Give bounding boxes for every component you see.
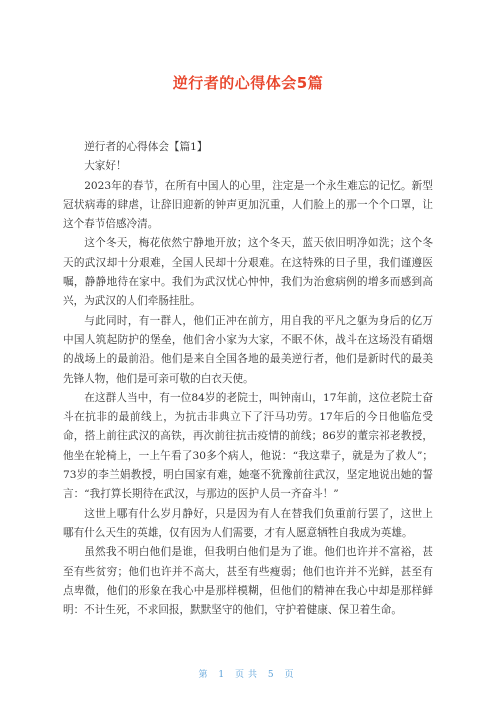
document-title: 逆行者的心得体会5篇 — [172, 74, 324, 92]
paragraph: 大家好！ — [84, 160, 127, 173]
paragraph: 在这群人当中，有一位84岁的老院士，叫钟南山，17年前，这位老院士奋斗在抗非的最前线上，为抗击非典立下了汗马功劳。17年后的今日他临危受命，搭上前往武汉的高铁，再次前往抗击疫情的前线；86岁的董宗祁老教授，他坐在轮椅上，一上午看了30多个病人，他说：“我这辈子，就是为了救人”；73岁的李兰娟教授，明白国家有难，她毫不犹豫前往武汉，坚定地说出她的誓言：“我打算长期待在武汉，与那边的医护人员一齐奋斗！” — [63, 391, 433, 501]
page-footer: 第 1 页共 5 页 — [198, 670, 298, 680]
paragraph: 与此同时，有一群人，他们正冲在前方，用自我的平凡之躯为身后的亿万中国人筑起防护的堡垒，他们舍小家为大家，不眠不休，战斗在这场没有硝烟的战场上的最前沿。他们是来自全国各地的最美逆行者，他们是新时代的最美先锋人物，他们是可亲可敬的白衣天使。 — [63, 314, 433, 385]
paragraph: 2023年的春节，在所有中国人的心里，注定是一个永生难忘的记忆。新型冠状病毒的肆虐，让辞旧迎新的钟声更加沉重，人们脸上的那一个个口罩，让这个春节倍感冷清。 — [63, 179, 433, 231]
document-body — [63, 138, 433, 620]
paragraph: 这世上哪有什么岁月静好，只是因为有人在替我们负重前行罢了，这世上哪有什么天生的英雄，仅有因为人们需要，才有人愿意牺牲自我成为英雄。 — [63, 507, 433, 539]
paragraph: 这个冬天，梅花依然宁静地开放；这个冬天，蓝天依旧明净如洗；这个冬天的武汉却十分艰难，全国人民却十分艰难。在这特殊的日子里，我们谨遵医嘱，静静地待在家中。我们为武汉忧心忡忡，我们为治愈病例的增多而感到高兴，为武汉的人们牵肠挂肚。 — [63, 237, 433, 308]
paragraph: 虽然我不明白他们是谁，但我明白他们是为了谁。他们也许并不富裕，甚至有些贫穷；他们也许并不高大，甚至有些瘦弱；他们也许并不光鲜，甚至有点卑微，他们的形象在我心中是那样模糊，但他们的精神在我心中却是那样鲜明：不计生死，不求回报，默默坚守的他们，守护着健康、保卫着生命。 — [63, 546, 433, 617]
section-heading: 逆行者的心得体会【篇1】 — [84, 141, 208, 153]
